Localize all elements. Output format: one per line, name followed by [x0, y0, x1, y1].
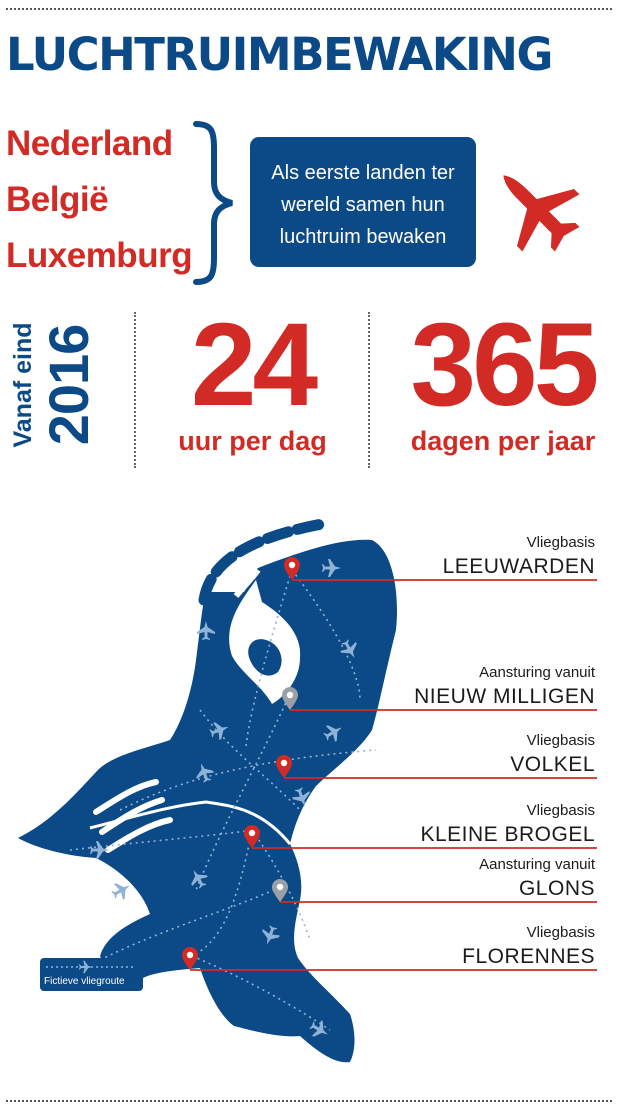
divider [134, 312, 136, 468]
location-nieuw-milligen: NIEUW MILLIGEN [414, 685, 595, 708]
location-type: Vliegbasis [526, 924, 595, 941]
stat-days-value: 365 [410, 299, 596, 431]
plane-icon [40, 958, 143, 976]
stat-days-label: dagen per jaar [410, 426, 596, 456]
start-year: 2016 [37, 324, 100, 446]
statement-line: luchtruim bewaken [279, 226, 447, 248]
location-kleine-brogel: KLEINE BROGEL [420, 823, 595, 846]
location-florennes: FLORENNES [462, 945, 595, 968]
fighter-jet-icon [488, 160, 584, 256]
statement-box [250, 137, 476, 267]
statement-line: Als eerste landen ter [271, 162, 455, 184]
page-title: LUCHTRUIMBEWAKING [6, 28, 552, 81]
location-glons: GLONS [518, 877, 595, 900]
location-type: Vliegbasis [526, 802, 595, 819]
country-belgium: België [6, 180, 109, 219]
location-volkel: VOLKEL [510, 753, 595, 776]
statement-line: wereld samen hun [281, 194, 445, 216]
location-type: Vliegbasis [526, 732, 595, 749]
location-leeuwarden: LEEUWARDEN [442, 555, 595, 578]
stat-hours-label: uur per dag [178, 426, 327, 456]
start-date [2, 300, 106, 470]
legend [40, 958, 143, 991]
stat-hours-value: 24 [190, 299, 315, 431]
location-type: Vliegbasis [526, 534, 595, 551]
country-luxembourg: Luxemburg [6, 236, 193, 275]
location-type: Aansturing vanuit [479, 664, 595, 681]
bottom-divider [6, 1100, 612, 1102]
legend-label: Fictieve vliegroute [44, 976, 125, 987]
country-netherlands: Nederland [6, 124, 173, 163]
benelux-map [0, 510, 619, 1085]
top-divider [6, 8, 612, 10]
location-type: Aansturing vanuit [479, 856, 595, 873]
start-label: Vanaf eind [9, 322, 37, 448]
brace-icon [190, 120, 246, 286]
divider [368, 312, 370, 468]
